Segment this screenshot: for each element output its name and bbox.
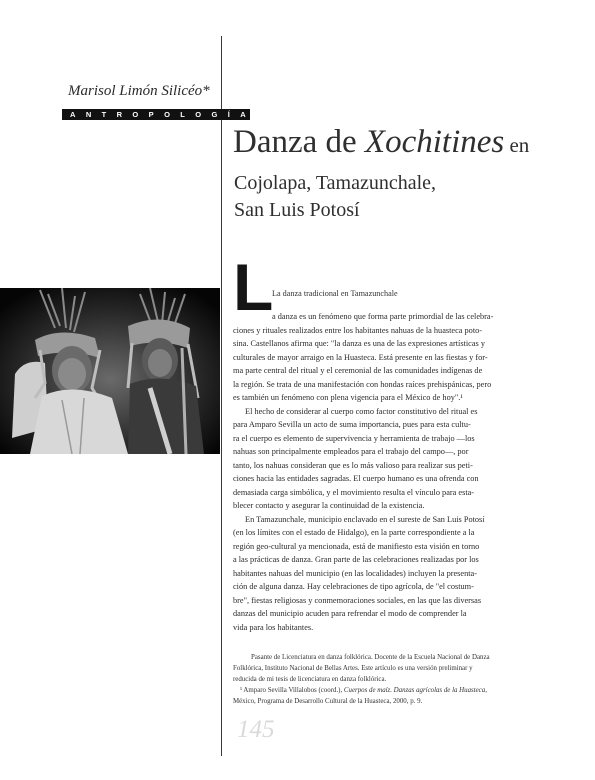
footnote-line: reducida de mi tesis de licenciatura en danza folklórica. xyxy=(233,676,387,683)
section-label: ANTROPOLOGÍA xyxy=(70,110,257,119)
body-line: culturales de mayor arraigo en la Huasteca. Está presente en las fiestas y for- xyxy=(233,353,488,362)
body-line: es también un fenómeno con plena vigencia para el México de hoy".¹ xyxy=(233,393,463,402)
body-line: bre", fiestas religiosas y conmemoraciones sociales, en las que las diversas xyxy=(233,596,482,605)
footnote-2 xyxy=(240,686,487,695)
title-italic: Xochitines xyxy=(364,124,505,160)
body-line: habitantes nahuas del municipio (en las localidades) incluyen la presenta- xyxy=(233,569,477,578)
body-line: ción de alguna danza. Hay celebraciones de tipo agrícola, de "el costum- xyxy=(233,582,474,591)
dancers-photo xyxy=(0,288,220,454)
drop-cap: L xyxy=(233,250,274,324)
body-line: ciones hacia las entidades sagradas. El cuerpo humano es una ofrenda con xyxy=(233,474,479,483)
title-line3: San Luis Potosí xyxy=(234,199,360,221)
body-line: a danza es un fenómeno que forma parte primordial de las celebra- xyxy=(272,312,494,321)
footnote-2-book-title: Cuerpos de maíz. Danzas agrícolas de la Huasteca xyxy=(343,687,486,694)
body-line: a las prácticas de danza. Gran parte de las celebraciones realizadas por los xyxy=(233,555,479,564)
body-line: para Amparo Sevilla un acto de suma importancia, pues para esta cultu- xyxy=(233,420,471,429)
footnote-line: Folklórica, Instituto Nacional de Bellas Artes. Este artículo es una versión preliminar y xyxy=(233,665,473,672)
page-number: 145 xyxy=(237,716,275,743)
body-line: nahuas son principalmente empleados para el trabajo del campo—, por xyxy=(233,447,469,456)
title-part1: Danza de xyxy=(233,124,365,160)
body-line: ra el cuerpo es elemento de supervivencia y herramienta de trabajo —los xyxy=(233,434,475,443)
footnote-line: México, Programa de Desarrollo Cultural de la Huasteca, 2000, p. 9. xyxy=(233,698,423,705)
footnote-2-comma: , xyxy=(485,687,487,694)
footnote-2-author: ¹ Amparo Sevilla Villalobos (coord.), xyxy=(240,687,344,694)
body-line: tanto, los nahuas consideran que es lo más valioso para realizar sus peti- xyxy=(233,461,473,470)
body-line: vida para los habitantes. xyxy=(233,623,314,632)
title-part2: en xyxy=(504,133,530,157)
lead-heading: La danza tradicional en Tamazunchale xyxy=(272,289,398,298)
body-line: (en los límites con el estado de Hidalgo), en la parte correspondiente a la xyxy=(233,528,475,537)
body-line: ma parte central del ritual y el ceremonial de las comunidades indígenas de xyxy=(233,366,483,375)
body-line: danzas del municipio acuden para refrendar el modo de comprender la xyxy=(233,609,467,618)
title-line2: Cojolapa, Tamazunchale, xyxy=(234,172,437,194)
body-line: demasiada carga simbólica, y el movimiento resulta el vínculo para esta- xyxy=(233,488,475,497)
body-line: El hecho de considerar al cuerpo como factor constitutivo del ritual es xyxy=(245,407,478,416)
body-line: sina. Castellanos afirma que: "la danza es una de las expresiones artísticas y xyxy=(233,339,485,348)
footnote-line: Pasante de Licenciatura en danza folklórica. Docente de la Escuela Nacional de Danza xyxy=(251,654,490,661)
article-title xyxy=(233,120,529,167)
body-line: En Tamazunchale, municipio enclavado en el sureste de San Luis Potosí xyxy=(245,515,485,524)
author-name: Marisol Limón Silicéo* xyxy=(68,83,210,99)
body-line: región geo-cultural ya mencionada, está de manifiesto esta visión en torno xyxy=(233,542,480,551)
body-line: ciones y rituales realizados entre los habitantes nahuas de la huasteca poto- xyxy=(233,326,483,335)
body-line: la región. Se trata de una manifestación con hondas raíces prehispánicas, pero xyxy=(233,380,492,389)
body-line: blecer contacto y asegurar la continuidad de la existencia. xyxy=(233,501,425,510)
vertical-rule xyxy=(221,36,222,756)
